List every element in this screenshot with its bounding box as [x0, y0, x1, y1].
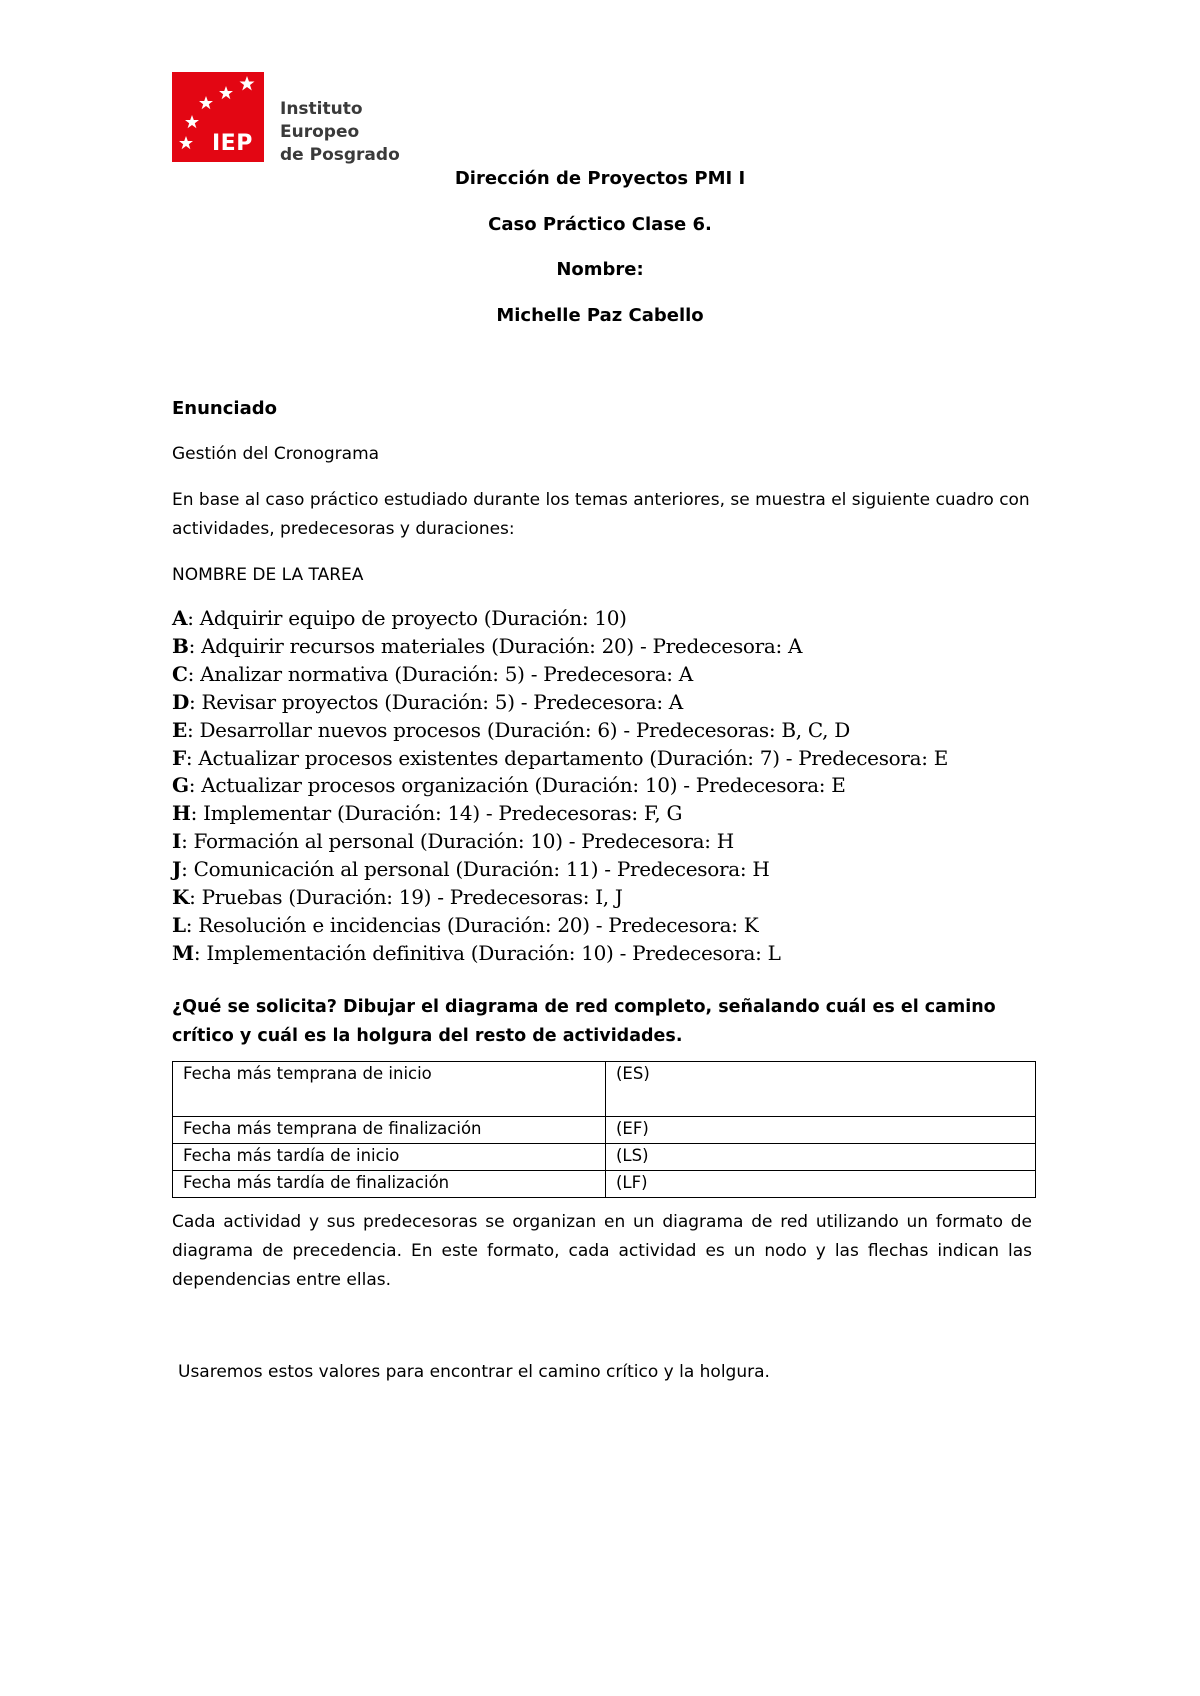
case-title: Caso Práctico Clase 6.	[488, 214, 712, 235]
closing-line: Usaremos estos valores para encontrar el camino crítico y la holgura.	[178, 1362, 770, 1382]
table-cell-abbr: (EF)	[606, 1117, 1036, 1144]
intro-paragraph: En base al caso práctico estudiado durante los temas anteriores, se muestra el siguiente cuadro con actividades, predecesoras y duraciones:	[172, 490, 1030, 539]
table-cell-abbr: (ES)	[606, 1062, 1036, 1117]
section-title: Enunciado	[172, 398, 277, 419]
table-cell-abbr: (LF)	[606, 1171, 1036, 1198]
list-item: B: Adquirir recursos materiales (Duración: 20) - Predecesora: A	[172, 633, 803, 658]
table-cell-label: Fecha más temprana de inicio	[173, 1062, 606, 1117]
logo-red-box	[172, 72, 264, 162]
name-label: Nombre:	[556, 259, 644, 280]
table-cell-label: Fecha más tardía de inicio	[173, 1144, 606, 1171]
table-row	[173, 1117, 1036, 1144]
course-title: Dirección de Proyectos PMI I	[454, 168, 746, 189]
list-item: L: Resolución e incidencias (Duración: 20) - Predecesora: K	[172, 912, 759, 937]
table-cell-abbr: (LS)	[606, 1144, 1036, 1171]
list-item: D: Revisar proyectos (Duración: 5) - Predecesora: A	[172, 689, 683, 714]
list-item: C: Analizar normativa (Duración: 5) - Predecesora: A	[172, 661, 693, 686]
list-item: J: Comunicación al personal (Duración: 11) - Predecesora: H	[172, 857, 770, 882]
logo-line-1: Instituto	[280, 99, 363, 119]
table-cell-label: Fecha más tardía de finalización	[173, 1171, 606, 1198]
list-item: G: Actualizar procesos organización (Duración: 10) - Predecesora: E	[172, 773, 846, 798]
task-list	[172, 605, 1072, 968]
table-cell-label: Fecha más temprana de finalización	[173, 1117, 606, 1144]
list-item: H: Implementar (Duración: 14) - Predecesoras: F, G	[172, 801, 683, 826]
logo-line-2: Europeo	[280, 122, 360, 142]
list-item: K: Pruebas (Duración: 19) - Predecesoras: I, J	[172, 885, 623, 910]
table-row	[173, 1062, 1036, 1117]
list-item: I: Formación al personal (Duración: 10) - Predecesora: H	[172, 829, 734, 854]
logo-institution-name	[280, 98, 400, 167]
logo-abbr: IEP	[212, 131, 253, 156]
explanation-paragraph: Cada actividad y sus predecesoras se organizan en un diagrama de red utilizando un formato de diagrama de precedencia. En este formato, cada actividad es un nodo y las flechas indican las dependencias entre ellas.	[172, 1212, 1032, 1290]
iep-logo	[172, 72, 412, 167]
subtitle: Gestión del Cronograma	[172, 444, 380, 464]
table-row	[173, 1171, 1036, 1198]
list-item: A: Adquirir equipo de proyecto (Duración: 10)	[172, 606, 627, 630]
task-list-header: NOMBRE DE LA TAREA	[172, 565, 364, 585]
list-item: F: Actualizar procesos existentes departamento (Duración: 7) - Predecesora: E	[172, 745, 949, 770]
table-row	[173, 1144, 1036, 1171]
list-item: E: Desarrollar nuevos procesos (Duración: 6) - Predecesoras: B, C, D	[172, 717, 850, 742]
logo-line-3: de Posgrado	[280, 145, 400, 165]
list-item: M: Implementación definitiva (Duración: 10) - Predecesora: L	[172, 940, 781, 965]
student-name: Michelle Paz Cabello	[496, 305, 704, 326]
dates-table	[172, 1061, 1036, 1198]
question-paragraph: ¿Qué se solicita? Dibujar el diagrama de red completo, señalando cuál es el camino crítico y cuál es la holgura del resto de actividades.	[172, 997, 996, 1046]
